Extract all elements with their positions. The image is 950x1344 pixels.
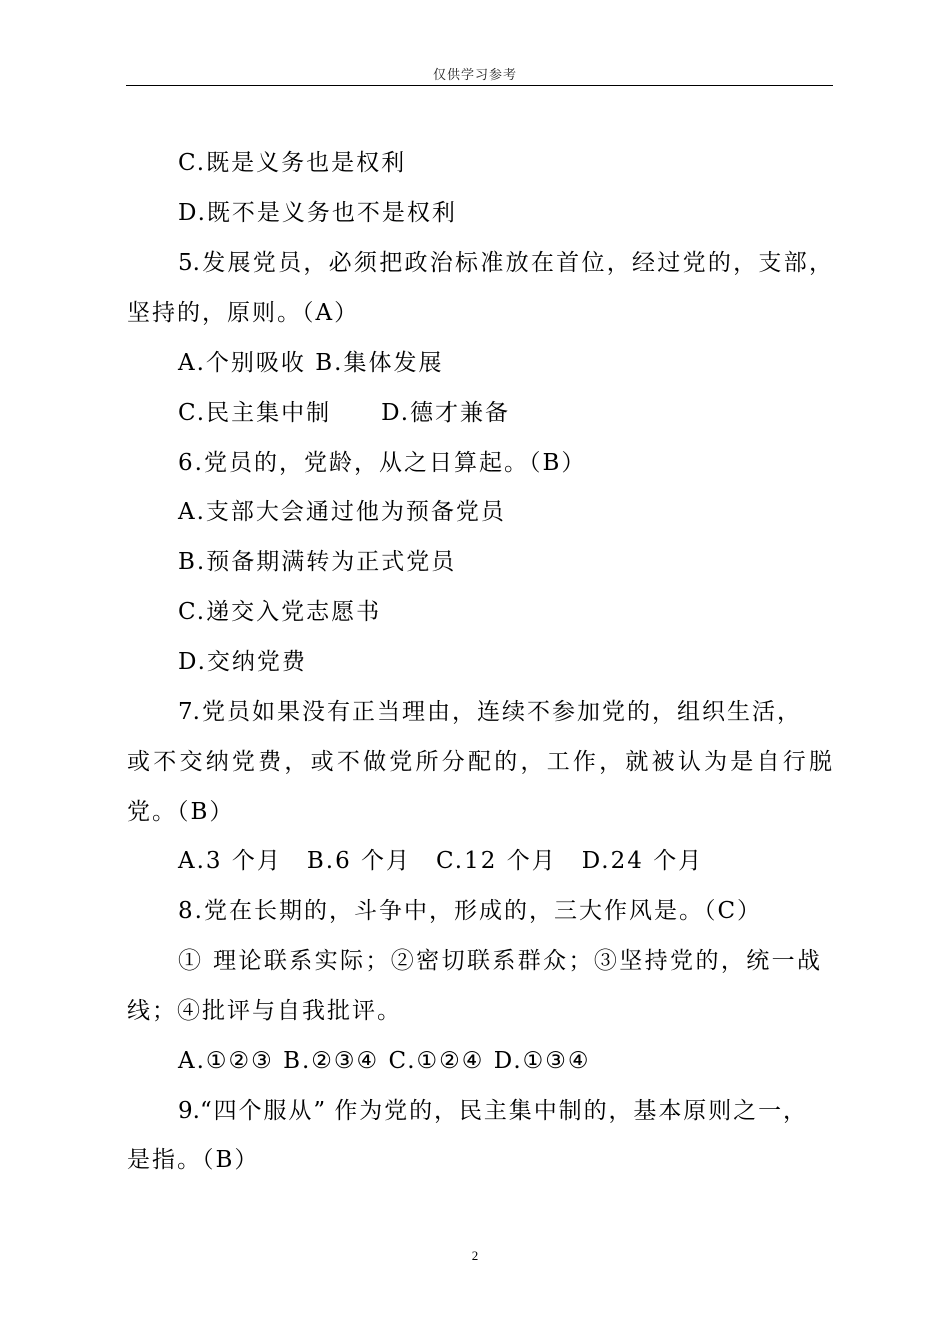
question-line: 党。（B） xyxy=(127,799,235,825)
option-line: D.既不是义务也不是权利 xyxy=(178,200,457,226)
option-line: A.支部大会通过他为预备党员 xyxy=(178,499,506,525)
option-line: C.民主集中制 D.德才兼备 xyxy=(178,400,511,426)
question-line: ① 理论联系实际；②密切联系群众；③坚持党的，统一战 xyxy=(178,948,820,974)
question-line: 或不交纳党费，或不做党所分配的，工作，就被认为是自行脱 xyxy=(127,749,832,775)
header-divider xyxy=(126,85,833,86)
question-line: 9.“四个服从” 作为党的，民主集中制的，基本原则之一， xyxy=(178,1098,806,1124)
question-line: 8.党在长期的，斗争中，形成的，三大作风是。（C） xyxy=(178,898,763,924)
option-line: B.预备期满转为正式党员 xyxy=(178,549,457,575)
question-line: 是指。（B） xyxy=(127,1147,260,1173)
option-line: A.①②③ B.②③④ C.①②④ D.①③④ xyxy=(178,1048,591,1074)
option-line: A.3 个月 B.6 个月 C.12 个月 D.24 个月 xyxy=(178,848,704,874)
question-line: 7.党员如果没有正当理由，连续不参加党的，组织生活， xyxy=(178,699,800,725)
question-line: 6.党员的，党龄，从之日算起。（B） xyxy=(178,450,587,476)
page-number: 2 xyxy=(471,1248,479,1263)
option-line: C.既是义务也是权利 xyxy=(178,150,407,176)
question-line: 线；④批评与自我批评。 xyxy=(127,998,402,1024)
option-line: D.交纳党费 xyxy=(178,649,307,675)
option-line: A.个别吸收 B.集体发展 xyxy=(178,350,444,376)
option-line: C.递交入党志愿书 xyxy=(178,599,382,625)
question-line: 坚持的，原则。（A） xyxy=(127,300,360,326)
question-line: 5.发展党员，必须把政治标准放在首位，经过党的，支部， xyxy=(178,250,832,276)
page-header: 仅供学习参考 xyxy=(432,68,517,83)
